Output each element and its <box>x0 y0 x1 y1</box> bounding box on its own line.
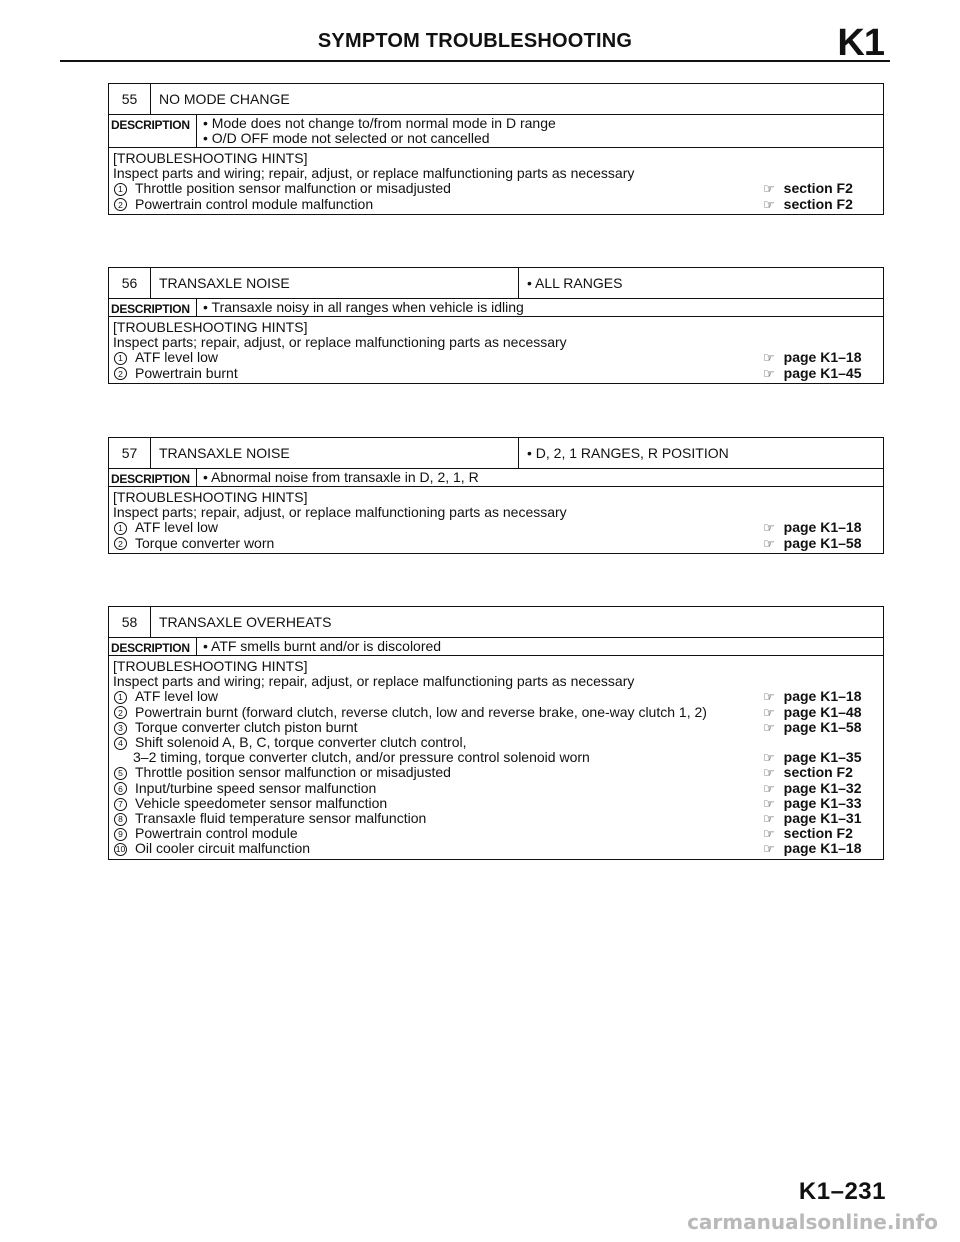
circled-number: 1 <box>114 352 127 365</box>
circled-number: 2 <box>114 537 127 550</box>
hint-item <box>113 826 875 841</box>
description-row <box>109 115 883 148</box>
circled-number: 10 <box>115 844 126 855</box>
pointing-hand-icon: ☞ <box>763 535 775 551</box>
hint-text: Throttle position sensor malfunction or misadjusted <box>135 180 451 197</box>
header-divider <box>60 60 890 62</box>
hint-reference: page K1–31 <box>783 810 862 827</box>
hint-text: Powertrain control module <box>135 825 298 842</box>
hints-intro: Inspect parts and wiring; repair, adjust, or replace malfunctioning parts as necessary <box>113 165 635 182</box>
hint-item <box>113 705 875 720</box>
pointing-hand-icon: ☞ <box>763 719 775 735</box>
circled-number: 8 <box>114 813 127 826</box>
pointing-hand-icon: ☞ <box>763 181 775 197</box>
hints-intro: Inspect parts; repair, adjust, or replace malfunctioning parts as necessary <box>113 334 567 351</box>
symptom-number: 55 <box>109 84 151 114</box>
hints-heading: [TROUBLESHOOTING HINTS] <box>113 150 308 166</box>
circled-number: 2 <box>114 198 127 211</box>
hint-reference: page K1–35 <box>783 749 862 766</box>
hint-text: Powertrain burnt (forward clutch, reverse clutch, low and reverse brake, one-way clutch 1, 2) <box>135 703 707 720</box>
symptom-title: NO MODE CHANGE <box>159 91 290 107</box>
hint-item <box>113 181 875 196</box>
symptom-number: 57 <box>109 438 151 468</box>
hint-text: ATF level low <box>135 688 218 705</box>
hint-reference: page K1–45 <box>783 364 862 381</box>
hint-item <box>113 197 875 212</box>
pointing-hand-icon: ☞ <box>763 795 775 811</box>
troubleshooting-hints <box>109 487 883 553</box>
hint-reference: section F2 <box>783 764 853 781</box>
symptom-box-57 <box>108 437 884 554</box>
hint-item <box>113 520 875 535</box>
circled-number: 9 <box>114 828 127 841</box>
hint-text: Transaxle fluid temperature sensor malfunction <box>135 810 427 827</box>
symptom-box-58 <box>108 606 884 860</box>
circled-number: 2 <box>114 706 127 719</box>
hint-reference: page K1–18 <box>783 688 862 705</box>
description-row <box>109 299 883 317</box>
circled-number: 3 <box>114 722 127 735</box>
pointing-hand-icon: ☞ <box>763 365 775 381</box>
circled-number: 5 <box>114 767 127 780</box>
hint-item <box>113 796 875 811</box>
page-header <box>60 24 890 62</box>
symptom-title-row <box>109 84 883 115</box>
pointing-hand-icon: ☞ <box>763 196 775 212</box>
symptom-title-row <box>109 438 883 469</box>
hint-item <box>113 536 875 551</box>
symptom-title: TRANSAXLE NOISE <box>151 438 519 468</box>
hint-reference: section F2 <box>783 825 853 842</box>
description-line: • ATF smells burnt and/or is discolored <box>203 638 442 654</box>
symptom-title: TRANSAXLE OVERHEATS <box>159 614 332 630</box>
circled-number: 1 <box>114 183 127 196</box>
troubleshooting-hints <box>109 148 883 214</box>
hint-text: Torque converter clutch piston burnt <box>135 718 358 735</box>
description-label: DESCRIPTION <box>109 469 197 486</box>
symptom-condition: • ALL RANGES <box>527 275 623 291</box>
hints-heading: [TROUBLESHOOTING HINTS] <box>113 658 308 674</box>
circled-number: 2 <box>114 367 127 380</box>
circled-number: 1 <box>114 691 127 704</box>
symptom-title-row <box>109 607 883 638</box>
description-label: DESCRIPTION <box>109 115 197 147</box>
pointing-hand-icon: ☞ <box>763 520 775 536</box>
circled-number: 1 <box>114 522 127 535</box>
symptom-number: 56 <box>109 268 151 298</box>
hint-reference: page K1–58 <box>783 534 862 551</box>
hint-text: Shift solenoid A, B, C, torque converter clutch control, <box>135 734 467 751</box>
description-line: • Mode does not change to/from normal mode in D range <box>203 115 556 131</box>
hint-text: Oil cooler circuit malfunction <box>135 840 311 857</box>
hints-intro: Inspect parts and wiring; repair, adjust, or replace malfunctioning parts as necessary <box>113 673 635 690</box>
hint-item-continuation <box>113 750 875 765</box>
hint-reference: page K1–58 <box>783 718 862 735</box>
description-label: DESCRIPTION <box>109 299 197 316</box>
hint-reference: page K1–18 <box>783 349 862 366</box>
hint-text: Torque converter worn <box>135 534 275 551</box>
hint-reference: page K1–48 <box>783 703 862 720</box>
hint-item <box>113 811 875 826</box>
description-row <box>109 469 883 487</box>
hint-reference: section F2 <box>783 180 853 197</box>
hint-text: 3–2 timing, torque converter clutch, and/or pressure control solenoid worn <box>133 749 590 766</box>
troubleshooting-hints <box>109 317 883 383</box>
symptom-box-56 <box>108 267 884 384</box>
hint-reference: page K1–18 <box>783 519 862 536</box>
pointing-hand-icon: ☞ <box>763 780 775 796</box>
circled-number: 6 <box>114 782 127 795</box>
hint-reference: page K1–18 <box>783 840 862 857</box>
hint-item <box>113 689 875 704</box>
pointing-hand-icon: ☞ <box>763 811 775 827</box>
description-line: • Abnormal noise from transaxle in D, 2, 1, R <box>203 469 479 485</box>
pointing-hand-icon: ☞ <box>763 350 775 366</box>
hint-item <box>113 735 875 750</box>
hint-text: Throttle position sensor malfunction or misadjusted <box>135 764 451 781</box>
symptom-title-row <box>109 268 883 299</box>
pointing-hand-icon: ☞ <box>763 765 775 781</box>
symptom-number: 58 <box>109 607 151 637</box>
description-line: • Transaxle noisy in all ranges when vehicle is idling <box>203 299 524 315</box>
description-row <box>109 638 883 656</box>
pointing-hand-icon: ☞ <box>763 689 775 705</box>
troubleshooting-hints <box>109 656 883 859</box>
hint-text: Vehicle speedometer sensor malfunction <box>135 794 388 811</box>
hint-text: Powertrain control module malfunction <box>135 195 374 212</box>
hint-reference: page K1–33 <box>783 794 862 811</box>
pointing-hand-icon: ☞ <box>763 841 775 857</box>
hints-intro: Inspect parts; repair, adjust, or replace malfunctioning parts as necessary <box>113 504 567 521</box>
hint-item <box>113 366 875 381</box>
hint-text: ATF level low <box>135 519 218 536</box>
symptom-box-55 <box>108 83 884 215</box>
hint-reference: section F2 <box>783 195 853 212</box>
description-label: DESCRIPTION <box>109 638 197 655</box>
hints-heading: [TROUBLESHOOTING HINTS] <box>113 319 308 335</box>
hint-item <box>113 350 875 365</box>
description-line: • O/D OFF mode not selected or not cancelled <box>203 130 490 146</box>
watermark: carmanualsonline.info <box>687 1210 938 1234</box>
pointing-hand-icon: ☞ <box>763 826 775 842</box>
hint-item <box>113 781 875 796</box>
hint-reference: page K1–32 <box>783 779 862 796</box>
hint-text: ATF level low <box>135 349 218 366</box>
hints-heading: [TROUBLESHOOTING HINTS] <box>113 489 308 505</box>
page-number: K1–231 <box>798 1178 886 1205</box>
pointing-hand-icon: ☞ <box>763 704 775 720</box>
circled-number: 7 <box>114 798 127 811</box>
hint-text: Input/turbine speed sensor malfunction <box>135 779 377 796</box>
circled-number: 4 <box>114 737 127 750</box>
hint-item <box>113 841 875 856</box>
hint-item <box>113 765 875 780</box>
hint-text: Powertrain burnt <box>135 364 238 381</box>
section-code: K1 <box>837 22 884 64</box>
symptom-condition: • D, 2, 1 RANGES, R POSITION <box>527 445 729 461</box>
hint-item <box>113 720 875 735</box>
page-title: SYMPTOM TROUBLESHOOTING <box>317 30 633 52</box>
pointing-hand-icon: ☞ <box>763 750 775 766</box>
symptom-title: TRANSAXLE NOISE <box>151 268 519 298</box>
